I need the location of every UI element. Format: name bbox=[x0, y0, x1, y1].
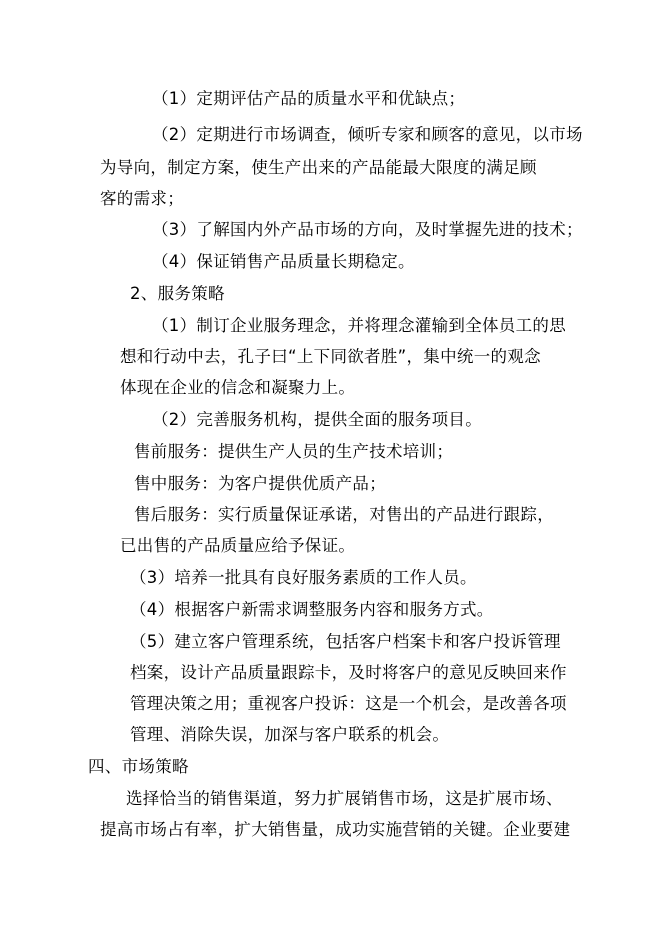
text-line: 客的需求； bbox=[100, 189, 184, 208]
text-line: 已出售的产品质量应给予保证。 bbox=[120, 536, 356, 555]
text-line: 管理决策之用；重视客户投诉：这是一个机会，是改善各项 bbox=[130, 694, 567, 713]
section-heading: 四、市场策略 bbox=[88, 757, 189, 776]
text-line: 售中服务：为客户提供优质产品； bbox=[134, 474, 386, 493]
text-line: （3）了解国内外产品市场的方向，及时掌握先进的技术； bbox=[152, 220, 583, 239]
text-line: （5）建立客户管理系统，包括客户档案卡和客户投诉管理 bbox=[130, 632, 561, 651]
text-line: （2）完善服务机构，提供全面的服务项目。 bbox=[152, 410, 482, 429]
text-line: 档案，设计产品质量跟踪卡，及时将客户的意见反映回来作 bbox=[130, 663, 567, 682]
section-heading: 2、服务策略 bbox=[130, 284, 225, 303]
text-line: 售前服务：提供生产人员的生产技术培训； bbox=[134, 442, 454, 461]
text-line: 售后服务：实行质量保证承诺，对售出的产品进行跟踪， bbox=[134, 505, 554, 524]
text-line: （4）根据客户新需求调整服务内容和服务方式。 bbox=[130, 600, 494, 619]
text-line: （1）制订企业服务理念，并将理念灌输到全体员工的思 bbox=[152, 316, 566, 335]
text-line: （3）培养一批具有良好服务素质的工作人员。 bbox=[130, 568, 477, 587]
text-line: （4）保证销售产品质量长期稳定。 bbox=[152, 252, 415, 271]
text-line: 管理、消除失误，加深与客户联系的机会。 bbox=[130, 725, 450, 744]
text-line: 为导向，制定方案，使生产出来的产品能最大限度的满足顾 bbox=[100, 158, 537, 177]
text-line: 选择恰当的销售渠道，努力扩展销售市场，这是扩展市场、 bbox=[126, 789, 563, 808]
text-line: 想和行动中去，孔子曰“上下同欲者胜”，集中统一的观念 bbox=[120, 347, 541, 366]
text-line: （1）定期评估产品的质量水平和优缺点； bbox=[152, 89, 466, 108]
text-line: 体现在企业的信念和凝聚力上。 bbox=[120, 378, 356, 397]
text-line: （2）定期进行市场调查，倾听专家和顾客的意见，以市场 bbox=[152, 125, 583, 144]
text-line: 提高市场占有率，扩大销售量，成功实施营销的关键。企业要建 bbox=[100, 820, 571, 839]
